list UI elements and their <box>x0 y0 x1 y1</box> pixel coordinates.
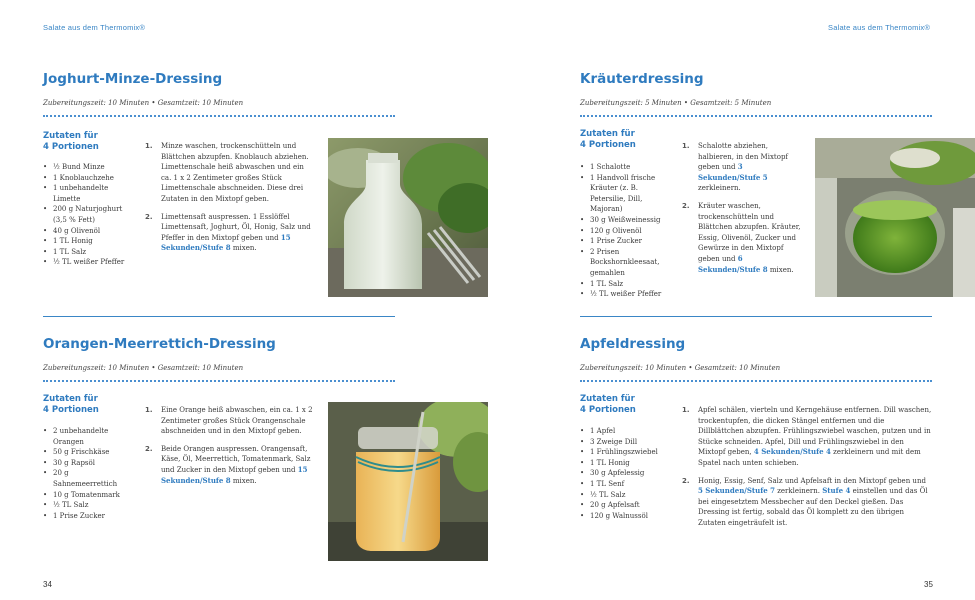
speed-setting: 6 Sekunden/Stufe 8 <box>698 253 768 274</box>
ingredient: • 40 g Olivenöl <box>43 226 135 237</box>
ingredient: • ½ TL weißer Pfeffer <box>43 257 135 268</box>
speed-setting: Stufe 4 <box>822 486 851 496</box>
ingredient-list <box>43 162 135 268</box>
ingredient: • 120 g Olivenöl <box>580 226 672 237</box>
speed-setting: 15 Sekunden/Stufe 8 <box>161 232 291 253</box>
ingredient: • 50 g Frischkäse <box>43 447 135 458</box>
ingredient: • 1 Schalotte <box>580 162 672 173</box>
section-divider <box>580 316 932 317</box>
step: 1. Schalotte abziehen, halbieren, in den Mixtopf geben und 3 Sekunden/Stufe 5 zerkleinern. <box>682 142 789 193</box>
ingredient: • 1 Handvoll frische Kräuter (z. B. Petersilie, Dill, Majoran) <box>580 173 672 215</box>
ingredient: • 10 g Tomatenmark <box>43 490 135 501</box>
ingredient: • 1 unbehandelte Limette <box>43 183 135 204</box>
ingredient: • 1 TL Senf <box>580 479 672 490</box>
ingredient: • 200 g Naturjoghurt (3,5 % Fett) <box>43 204 135 225</box>
step: 1. Eine Orange heiß abwaschen, ein ca. 1 x 2 Zentimeter großes Stück Orangenschale abschneiden und in den Mixtopf geben. <box>145 406 313 436</box>
ingredient: • 1 TL Honig <box>43 236 135 247</box>
ingredient: • 30 g Weißweinessig <box>580 215 672 226</box>
speed-setting: 15 Sekunden/Stufe 8 <box>161 464 308 485</box>
servings-heading: Zutaten für 4 Portionen <box>43 394 99 415</box>
step: 2. Kräuter waschen, trockenschütteln und Blättchen abzupfen. Kräuter, Essig, Olivenöl, Zucker und Gewürze in den Mixtopf geben und 6 Sekunden/Stufe 8 mixen. <box>682 201 801 274</box>
speed-setting: 5 Sekunden/Stufe 7 <box>698 486 775 496</box>
servings-heading: Zutaten für 4 Portionen <box>580 129 636 150</box>
ingredient: • ½ TL Salz <box>580 490 672 501</box>
ingredient: • 1 TL Salz <box>580 279 672 290</box>
recipe-title: Apfeldressing <box>580 336 686 352</box>
speed-setting: 3 Sekunden/Stufe 5 <box>698 162 768 182</box>
recipe-title: Joghurt-Minze-Dressing <box>43 71 223 87</box>
page-number-left: 34 <box>43 580 52 589</box>
ingredient: • 1 Apfel <box>580 426 672 437</box>
step: 2. Beide Orangen auspressen. Orangensaft, Käse, Öl, Meerrettich, Tomatenmark, Salz und Zucker in den Mixtopf geben und 15 Sekunden/Stufe 8 mixen. <box>145 444 311 485</box>
recipe-time: Zubereitungszeit: 10 Minuten • Gesamtzeit: 10 Minuten <box>43 364 244 372</box>
page-number-right: 35 <box>924 580 933 589</box>
ingredient: • 20 g Apfelsaft <box>580 500 672 511</box>
running-title-left: Salate aus dem Thermomix® <box>43 23 146 32</box>
speed-setting: 4 Sekunden/Stufe 4 <box>753 447 831 457</box>
recipe-time: Zubereitungszeit: 10 Minuten • Gesamtzeit: 10 Minuten <box>43 99 244 107</box>
ingredient-list <box>580 426 672 521</box>
step: 1. Apfel schälen, vierteln und Kerngehäuse entfernen. Dill waschen, trockentupfen, die dicken Stängel entfernen und die Dillblättchen abzupfen. Frühlingszwiebel waschen, putzen und in Stücke schneiden. Apfel, Dill und Frühlingszwiebel in den Mixtopf geben, 4 Sekunden/Stufe 4 zerkleinern und mit dem Spatel nach unten schieben. <box>682 406 932 467</box>
ingredient-list <box>580 162 672 300</box>
ingredient: • ½ TL weißer Pfeffer <box>580 289 672 300</box>
ingredient: • 2 unbehandelte Orangen <box>43 426 135 447</box>
step: 2. Limettensaft auspressen. 1 Esslöffel Limettensaft, Joghurt, Öl, Honig, Salz und Pfeffer in den Mixtopf geben und 15 Sekunden/Stufe 8 mixen. <box>145 212 311 253</box>
ingredient: • 3 Zweige Dill <box>580 437 672 448</box>
servings-heading: Zutaten für 4 Portionen <box>580 394 636 415</box>
dotted-divider <box>43 115 395 117</box>
dotted-divider <box>580 115 932 117</box>
ingredient: • ½ Bund Minze <box>43 162 135 173</box>
ingredient: • 20 g Sahnemeerrettich <box>43 468 135 489</box>
ingredient: • 2 Prisen Bockshornkleesaat, gemahlen <box>580 247 672 279</box>
step: 2. Honig, Essig, Senf, Salz und Apfelsaft in den Mixtopf geben und 5 Sekunden/Stufe 7 zerkleinern. Stufe 4 einstellen und das Öl bei eingesetztem Messbecher auf den Deckel gießen. Das Dressing ist fertig, sobald das Öl komplett zu den übrigen Zutaten eingeträufelt ist. <box>682 476 928 527</box>
step-list <box>145 141 315 261</box>
running-title-right: Salate aus dem Thermomix® <box>828 23 931 32</box>
step-list <box>682 405 932 536</box>
recipe-title: Orangen-Meerrettich-Dressing <box>43 336 276 352</box>
recipe-time: Zubereitungszeit: 5 Minuten • Gesamtzeit: 5 Minuten <box>580 99 772 107</box>
recipe-title: Kräuterdressing <box>580 71 704 87</box>
dotted-divider <box>43 380 395 382</box>
ingredient: • 1 Prise Zucker <box>580 236 672 247</box>
photo-yogurt-mint-dressing <box>328 138 488 297</box>
section-divider <box>43 316 395 317</box>
ingredient-list <box>43 426 135 521</box>
ingredient: • 1 TL Salz <box>43 247 135 258</box>
ingredient: • 1 Knoblauchzehe <box>43 173 135 184</box>
photo-herb-dressing <box>815 138 975 297</box>
step-list <box>682 141 804 282</box>
ingredient: • 30 g Rapsöl <box>43 458 135 469</box>
ingredient: • 1 Frühlingszwiebel <box>580 447 672 458</box>
dotted-divider <box>580 380 932 382</box>
ingredient: • 120 g Walnussöl <box>580 511 672 522</box>
ingredient: • ½ TL Salz <box>43 500 135 511</box>
ingredient: • 1 TL Honig <box>580 458 672 469</box>
recipe-time: Zubereitungszeit: 10 Minuten • Gesamtzeit: 10 Minuten <box>580 364 781 372</box>
ingredient: • 1 Prise Zucker <box>43 511 135 522</box>
servings-heading: Zutaten für 4 Portionen <box>43 131 99 152</box>
ingredient: • 30 g Apfelessig <box>580 468 672 479</box>
step-list <box>145 405 315 493</box>
step: 1. Minze waschen, trockenschütteln und Blättchen abzupfen. Knoblauch abziehen. Limettenschale heiß abwaschen und ein ca. 1 x 2 Zentimeter großes Stück Limettenschale abschneiden. Diese drei Zutaten in den Mixtopf geben. <box>145 142 309 203</box>
photo-orange-horseradish-dressing <box>328 402 488 561</box>
